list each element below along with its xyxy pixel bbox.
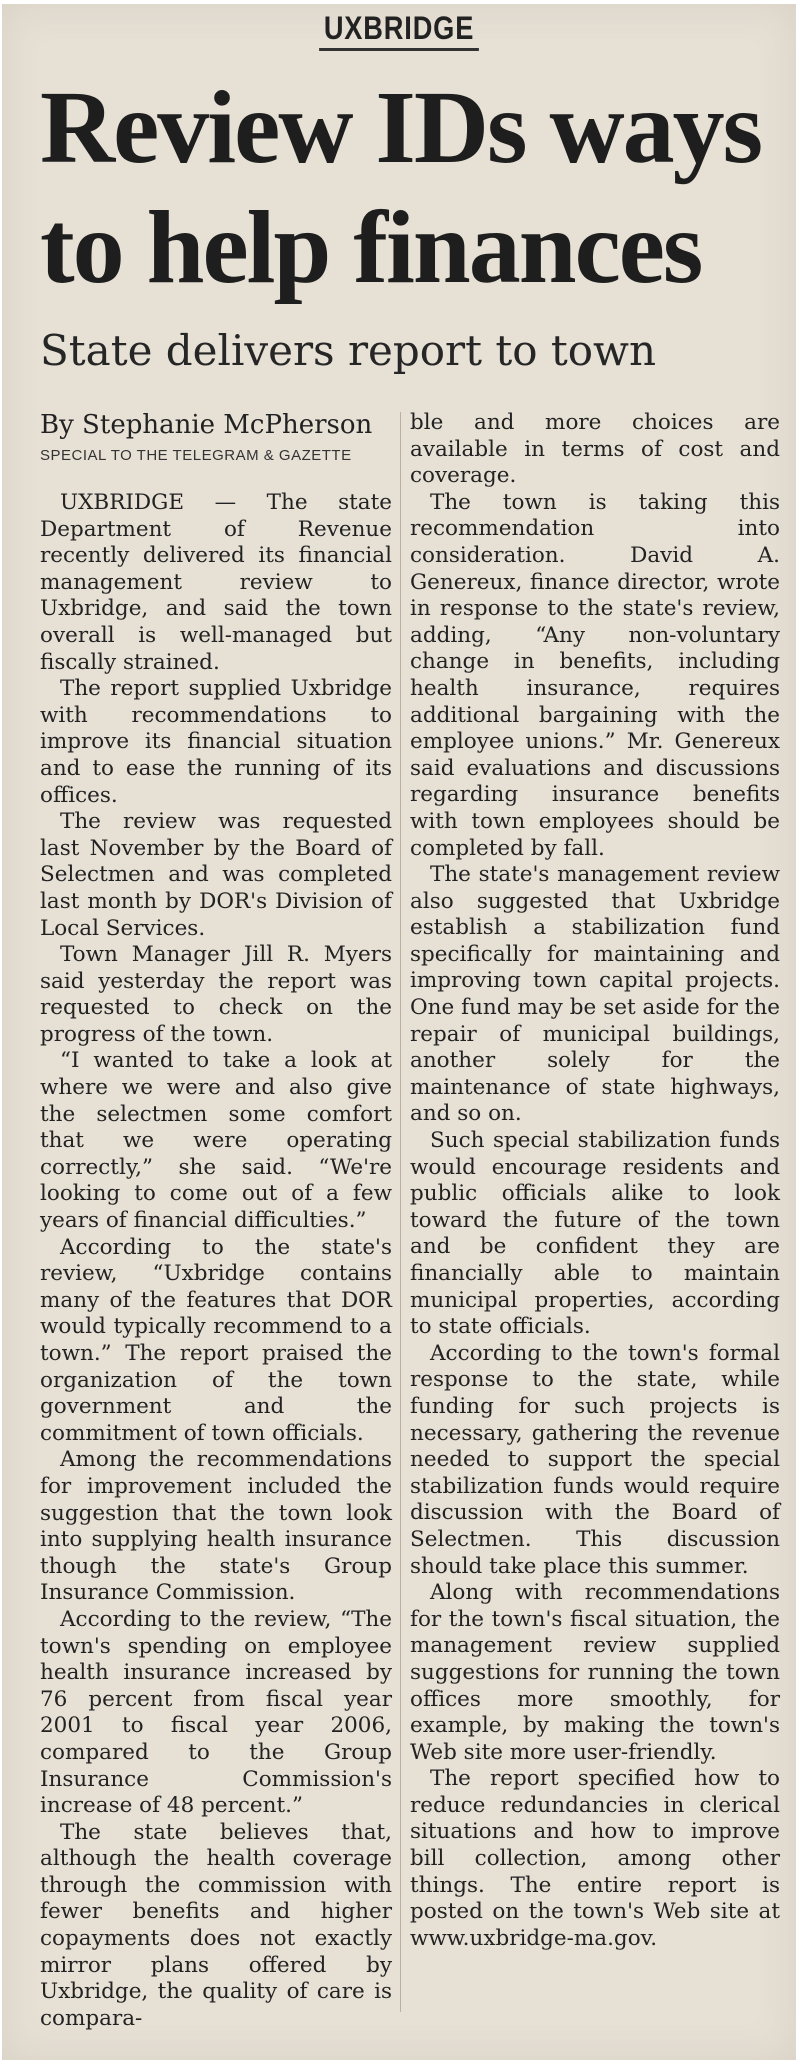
paragraph: According to the state's review, “Uxbridge contains many of the features that DOR would typically recommend to a town.” The report praised the organization of the town government and the commitment of town officials.	[40, 1234, 392, 1446]
section-kicker	[62, 10, 737, 47]
byline-affiliation: SPECIAL TO THE TELEGRAM & GAZETTE	[40, 447, 352, 464]
byline: By Stephanie McPherson	[40, 410, 373, 440]
paragraph: “I wanted to take a look at where we were and also give the selectmen some comfort that we were operating correctly,” she said. “We're looking to come out of a few years of financial difficulties.”	[40, 1048, 392, 1234]
body-column-right	[410, 410, 780, 1952]
body-column-left	[40, 490, 392, 2032]
paragraph: According to the review, “The town's spending on employee health insurance increased by 76 percent from fiscal year 2001 to fiscal year 2006, compared to the Group Insurance Commission's increase of 48 percent.”	[40, 1606, 392, 1819]
paragraph-continued: ble and more choices are available in terms of cost and coverage.	[410, 410, 780, 489]
paragraph: Such special stabilization funds would encourage residents and public officials alike to look toward the future of the town and be confident they are financially able to maintain municipal properties, according to state officials.	[410, 1128, 780, 1340]
paragraph: Among the recommendations for improvement included the suggestion that the town look into supplying health insurance though the state's Group Insurance Commission.	[40, 1447, 392, 1606]
paragraph: The town is taking this recommendation into consideration. David A. Genereux, finance director, wrote in response to the state's review, adding, “Any non-voluntary change in benefits, including health insurance, requires additional bargaining with the employee unions.” Mr. Genereux said evaluations and discussions regarding insurance benefits with town employees should be completed by fall.	[410, 489, 780, 861]
column-rule	[400, 412, 401, 2012]
paragraph: The report supplied Uxbridge with recommendations to improve its financial situation and to ease the running of its offices.	[40, 676, 392, 808]
paragraph: According to the town's formal response to the state, while funding for such projects is necessary, gathering the revenue needed to support the special stabilization funds would require discussion with the Board of Selectmen. This discussion should take place this summer.	[410, 1340, 780, 1579]
paragraph: The report specified how to reduce redundancies in clerical situations and how to improve bill collection, among other things. The entire report is posted on the town's Web site at www.uxbridge-ma.gov.	[410, 1766, 780, 1951]
newspaper-clipping	[2, 4, 796, 2060]
paragraph: The review was requested last November by the Board of Selectmen and was completed last month by DOR's Division of Local Services.	[40, 809, 392, 941]
paragraph: UXBRIDGE — The state Department of Revenue recently delivered its financial management review to Uxbridge, and said the town overall is well-managed but fiscally strained.	[40, 490, 392, 675]
paragraph: The state's management review also suggested that Uxbridge establish a stabilization fund specifically for maintaining and improving town capital projects. One fund may be set aside for the repair of municipal buildings, another solely for the maintenance of state highways, and so on.	[410, 862, 780, 1127]
kicker-text: UXBRIDGE	[319, 10, 480, 51]
paragraph: Along with recommendations for the town's fiscal situation, the management review supplied suggestions for running the town offices more smoothly, for example, by making the town's Web site more user-friendly.	[410, 1580, 780, 1765]
subheadline: State delivers report to town	[40, 326, 657, 375]
headline: Review IDs ways to help finances	[40, 70, 762, 305]
paragraph: The state believes that, although the health coverage through the commission with fewer benefits and higher copayments does not exactly mirror plans offered by Uxbridge, the quality of care is compara-	[40, 1819, 392, 2031]
paragraph: Town Manager Jill R. Myers said yesterday the report was requested to check on the progress of the town.	[40, 942, 392, 1047]
